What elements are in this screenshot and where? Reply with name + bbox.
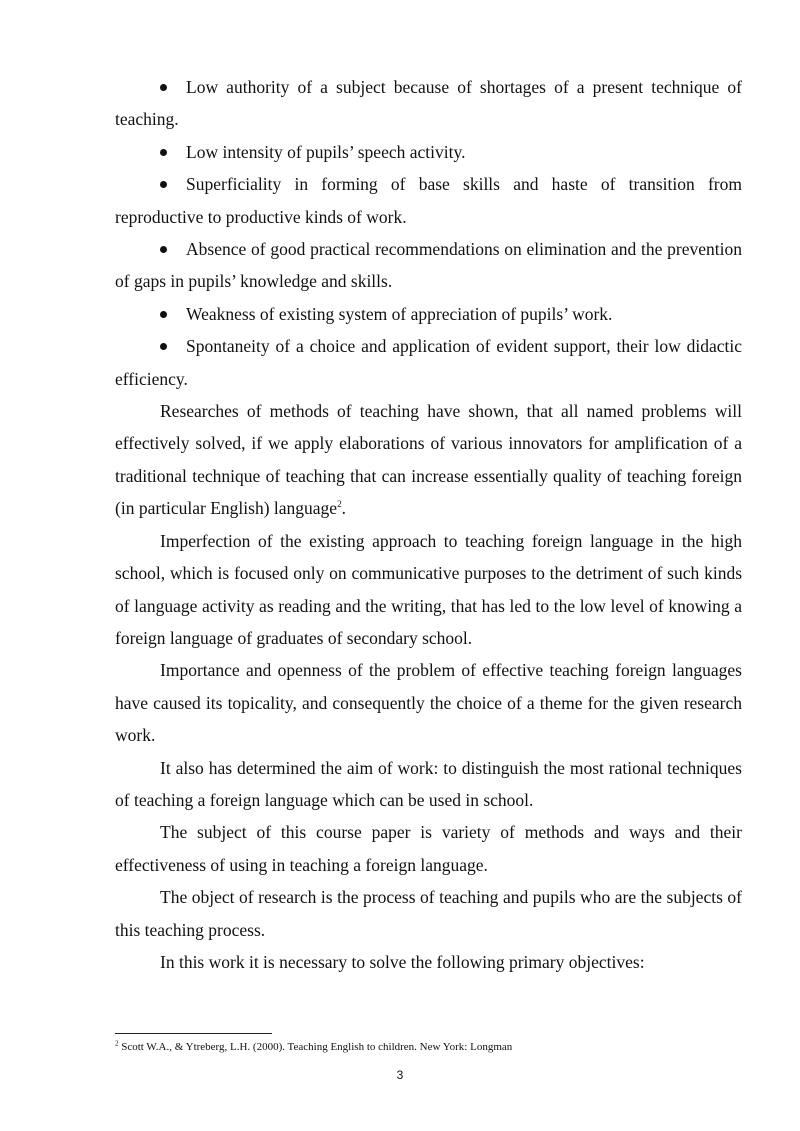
bullet-text: Low authority of a subject because of shortages of a present technique of teaching. [115, 77, 742, 130]
bullet-text: Spontaneity of a choice and application of evident support, their low didactic efficiency. [115, 336, 742, 389]
list-item [115, 330, 742, 395]
footnote-text: Scott W.A., & Ytreberg, L.H. (2000). Teaching English to children. New York: Longman [118, 1041, 513, 1053]
list-item [115, 136, 742, 168]
bullet-icon [160, 84, 167, 91]
paragraph-researches [115, 395, 742, 525]
bullet-text: Absence of good practical recommendations on elimination and the prevention of gaps in pupils’ knowledge and skills. [115, 239, 742, 292]
bullet-text: Weakness of existing system of appreciation of pupils’ work. [186, 303, 613, 324]
paragraph-subject: The subject of this course paper is variety of methods and ways and their effectiveness of using in teaching a foreign language. [115, 822, 742, 875]
bullet-icon [160, 246, 167, 253]
bullet-icon [160, 343, 167, 350]
list-item [115, 233, 742, 298]
footnote [115, 1040, 755, 1054]
footnote-separator [115, 1033, 272, 1034]
bullet-text: Superficiality in forming of base skills and haste of transition from reproductive to productive kinds of work. [115, 174, 742, 227]
paragraph-imperfection: Imperfection of the existing approach to teaching foreign language in the high school, which is focused only on communicative purposes to the detriment of such kinds of language activity as reading and the writing, that has led to the low level of knowing a foreign language of graduates of secondary school. [115, 530, 742, 648]
paragraph-aim: It also has determined the aim of work: to distinguish the most rational techniques of teaching a foreign language which can be used in school. [115, 757, 742, 810]
list-item [115, 298, 742, 330]
paragraph-text: Researches of methods of teaching have shown, that all named problems will effectively solved, if we apply elaborations of various innovators for amplification of a traditional technique of teaching that can increase essentially quality of teaching foreign (in particular English) language [115, 401, 742, 519]
bullet-icon [160, 311, 167, 318]
paragraph-importance: Importance and openness of the problem of effective teaching foreign languages have caused its topicality, and consequently the choice of a theme for the given research work. [115, 660, 742, 746]
paragraph-object: The object of research is the process of teaching and pupils who are the subjects of this teaching process. [115, 887, 742, 940]
bullet-text: Low intensity of pupils’ speech activity. [186, 141, 466, 162]
bullet-icon [160, 181, 167, 188]
paragraph-end: . [341, 498, 346, 519]
bullet-icon [160, 149, 167, 156]
footnote-marker: 2 [115, 1039, 119, 1048]
page-number: 3 [396, 1068, 404, 1082]
paragraph-objectives-intro: In this work it is necessary to solve the following primary objectives: [160, 951, 645, 972]
footnote-reference[interactable]: 2 [337, 499, 342, 510]
list-item [115, 71, 742, 136]
body-text [115, 71, 742, 978]
list-item [115, 168, 742, 233]
